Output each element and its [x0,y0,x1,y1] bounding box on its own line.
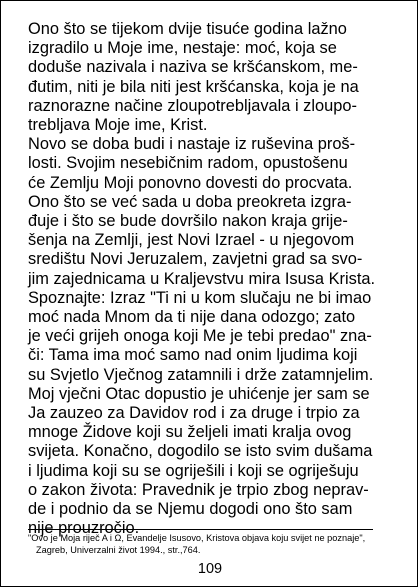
footnote-line-2: Zagreb, Univerzalni život 1994., str.,764. [36,545,201,555]
text-line: Ono što se već sada u doba preokreta izgra- [28,192,352,211]
text-line: Spoznajte: Izraz "Ti ni u kom slučaju ne bi imao [28,288,372,307]
text-line: je veći grijeh onoga koji Me je tebi predao" zna- [28,327,372,346]
text-line: izgradilo u Moje ime, nestaje: moć, koja se [28,39,337,58]
text-line: đutim, niti je bila niti jest kršćanska, koja je na [28,77,359,96]
text-line: središtu Novi Jeruzalem, zavjetni grad sa svo- [28,250,363,269]
text-line: jim zajednicama u Kraljevstvu mira Isusa Krista. [28,269,376,288]
page-number: 109 [197,561,223,577]
text-line: nije prouzročio. [28,519,140,538]
text-line: su Svjetlo Vječnog zatamnili i drže zatamnjelim. [28,365,374,384]
text-line: moć nada Mnom da ti nije dana odozgo; zato [28,308,356,327]
text-line: šenja na Zemlji, jest Novi Izrael - u njegovom [28,231,355,250]
footnote-divider [28,529,373,530]
text-line: svijeta. Konačno, dogodilo se isto svim dušama [28,442,373,461]
text-line: de i podnio da se Njemu dogodi ono što sam [28,500,353,519]
text-line: i ljudima koji su se ogriješili i koji se ogriješuju [28,461,359,480]
text-line: či: Tama ima moć samo nad onim ljudima koji [28,346,358,365]
text-line: Ono što se tijekom dvije tisuće godina lažno [28,20,347,38]
text-line: đuje i što se bude dovršilo nakon kraja grije- [28,212,348,231]
text-line: o zakon života: Pravednik je trpio zbog neprav- [28,480,369,499]
text-line: Novo se doba budi i nastaje iz ruševina proš- [28,135,356,154]
footnote [28,532,398,556]
text-line: će Zemlju Moji ponovno dovesti do procvata. [28,173,353,192]
text-line: doduše nazivala i naziva se kršćanskom, me- [28,58,358,77]
text-line: Moj vječni Otac dopustio je uhićenje jer sam se [28,384,370,403]
text-line: losti. Svojim nesebičnim radom, opustošenu [28,154,348,173]
footnote-line-1: "Ovo je Moja riječ A i Ω, Evandelje Isusovo, Kristova objava koju svijet ne poznaje", [28,533,366,543]
text-line: mnoge Židove koji su željeli imati kralja ovog [28,423,352,442]
text-line: trebljava Moje ime, Krist. [28,116,208,135]
text-line: Ja zauzeo za Davidov rod i za druge i trpio za [28,404,360,423]
body-text [28,20,398,538]
text-line: raznorazne načine zloupotrebljavala i zloupo- [28,96,357,115]
